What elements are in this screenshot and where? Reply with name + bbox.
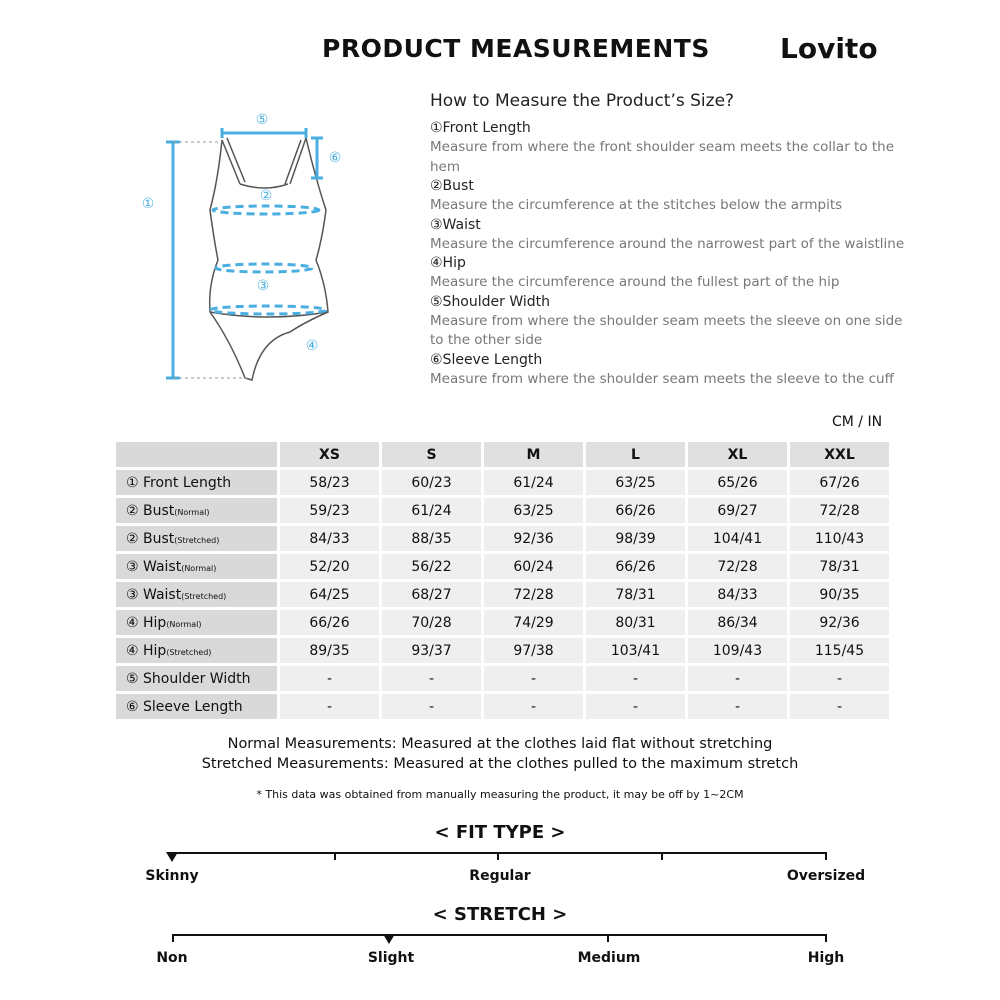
row-label: [116, 610, 277, 635]
size-table: [113, 439, 892, 722]
marker-shoulder: ⑤: [255, 112, 269, 128]
table-row: [116, 582, 889, 607]
table-cell: 64/25: [280, 582, 379, 607]
table-cell: 56/22: [382, 554, 481, 579]
table-cell: 78/31: [790, 554, 889, 579]
size-header: XXL: [790, 442, 889, 467]
table-cell: 70/28: [382, 610, 481, 635]
row-label-text: ⑥ Sleeve Length: [126, 698, 243, 715]
size-header: S: [382, 442, 481, 467]
stretched-note: Stretched Measurements: Measured at the clothes pulled to the maximum stretch: [201, 756, 799, 772]
table-cell: 61/24: [382, 498, 481, 523]
stretch-label: Slight: [367, 950, 415, 966]
row-label: [116, 526, 277, 551]
table-cell: 84/33: [280, 526, 379, 551]
marker-bust: ②: [259, 188, 273, 204]
table-cell: -: [484, 666, 583, 691]
size-header: M: [484, 442, 583, 467]
table-cell: 72/28: [790, 498, 889, 523]
table-cell: 98/39: [586, 526, 685, 551]
guide-desc: Measure the circumference around the fullest part of the hip: [430, 274, 840, 290]
table-cell: 72/28: [484, 582, 583, 607]
fit-type-scale: [172, 852, 827, 854]
table-cell: -: [790, 694, 889, 719]
guide-title: ②Bust: [430, 178, 474, 194]
row-label-text: ④ Hip: [126, 614, 167, 631]
table-cell: 61/24: [484, 470, 583, 495]
fit-type-marker: [166, 852, 178, 862]
table-row: [116, 638, 889, 663]
marker-sleeve: ⑥: [328, 150, 342, 166]
row-label: [116, 470, 277, 495]
measure-heading: How to Measure the Product’s Size?: [430, 91, 735, 111]
row-label-qualifier: (Stretched): [174, 535, 220, 545]
normal-note: Normal Measurements: Measured at the clothes laid flat without stretching: [227, 736, 773, 752]
table-cell: -: [382, 694, 481, 719]
guide-title: ③Waist: [430, 216, 481, 233]
row-label-text: ① Front Length: [126, 474, 232, 491]
fit-type-tick: [661, 852, 663, 860]
row-label-text: ⑤ Shoulder Width: [126, 670, 251, 687]
table-cell: -: [688, 666, 787, 691]
table-cell: 84/33: [688, 582, 787, 607]
fit-type-label: Skinny: [145, 868, 199, 884]
row-label-qualifier: (Normal): [166, 619, 202, 629]
size-header: XS: [280, 442, 379, 467]
row-label-text: ④ Hip: [126, 642, 167, 659]
row-label: [116, 498, 277, 523]
size-header: L: [586, 442, 685, 467]
size-header: XL: [688, 442, 787, 467]
disclaimer: * This data was obtained from manually measuring the product, it may be off by 1~2CM: [256, 788, 744, 801]
table-cell: 93/37: [382, 638, 481, 663]
table-cell: 90/35: [790, 582, 889, 607]
table-cell: 60/23: [382, 470, 481, 495]
table-cell: 104/41: [688, 526, 787, 551]
row-label-qualifier: (Stretched): [181, 591, 227, 601]
table-cell: -: [586, 666, 685, 691]
table-row: [116, 470, 889, 495]
table-row: [116, 610, 889, 635]
table-row: [116, 694, 889, 719]
table-row: [116, 526, 889, 551]
table-row: [116, 666, 889, 691]
row-label-text: ② Bust: [126, 502, 175, 519]
table-cell: -: [280, 666, 379, 691]
stretch-label: Non: [156, 950, 188, 966]
guide-desc: Measure from where the shoulder seam meets the sleeve to the cuff: [430, 370, 894, 387]
row-label-qualifier: (Normal): [174, 507, 210, 517]
guide-desc: Measure from where the shoulder seam meets the sleeve on one side to the other side: [430, 312, 903, 348]
fit-type-tick: [334, 852, 336, 860]
table-cell: 88/35: [382, 526, 481, 551]
table-cell: 86/34: [688, 610, 787, 635]
row-label: [116, 554, 277, 579]
table-cell: 78/31: [586, 582, 685, 607]
stretch-label: Medium: [577, 950, 641, 966]
table-cell: 63/25: [586, 470, 685, 495]
table-cell: -: [790, 666, 889, 691]
swimsuit-diagram: [130, 100, 360, 390]
guide-title: ①Front Length: [430, 120, 531, 136]
guide-desc: Measure the circumference at the stitches below the armpits: [430, 197, 843, 213]
table-cell: 66/26: [586, 554, 685, 579]
marker-length: ①: [141, 196, 155, 212]
table-cell: -: [280, 694, 379, 719]
table-cell: 65/26: [688, 470, 787, 495]
table-cell: 80/31: [586, 610, 685, 635]
row-label-text: ② Bust: [126, 530, 175, 547]
table-row: [116, 498, 889, 523]
row-label-text: ③ Waist: [126, 586, 182, 603]
table-cell: -: [382, 666, 481, 691]
measure-guide: [430, 119, 910, 389]
fit-type-label: Oversized: [786, 868, 866, 884]
table-cell: 97/38: [484, 638, 583, 663]
table-cell: 69/27: [688, 498, 787, 523]
table-corner: [116, 442, 277, 467]
table-cell: 72/28: [688, 554, 787, 579]
stretch-tick: [825, 934, 827, 942]
table-cell: 66/26: [280, 610, 379, 635]
table-cell: 92/36: [484, 526, 583, 551]
stretch-scale: [172, 934, 827, 936]
marker-waist: ③: [256, 278, 270, 294]
stretch-tick: [172, 934, 174, 942]
fit-type-title: < FIT TYPE >: [434, 822, 566, 843]
guide-title: ⑤Shoulder Width: [430, 293, 551, 310]
table-cell: 115/45: [790, 638, 889, 663]
guide-desc: Measure from where the front shoulder seam meets the collar to the hem: [430, 139, 895, 175]
table-row: [116, 554, 889, 579]
table-cell: 109/43: [688, 638, 787, 663]
table-cell: -: [688, 694, 787, 719]
row-label-qualifier: (Normal): [181, 563, 217, 573]
table-cell: 60/24: [484, 554, 583, 579]
table-cell: 67/26: [790, 470, 889, 495]
page-title: PRODUCT MEASUREMENTS: [322, 34, 710, 63]
row-label: [116, 694, 277, 719]
marker-hip: ④: [305, 338, 319, 354]
table-cell: 103/41: [586, 638, 685, 663]
guide-title: ④Hip: [430, 255, 466, 271]
table-cell: 89/35: [280, 638, 379, 663]
fit-type-tick: [497, 852, 499, 860]
table-cell: 110/43: [790, 526, 889, 551]
stretch-marker: [383, 934, 395, 944]
table-cell: 58/23: [280, 470, 379, 495]
row-label: [116, 582, 277, 607]
fit-type-label: Regular: [469, 868, 531, 884]
table-cell: 66/26: [586, 498, 685, 523]
row-label: [116, 666, 277, 691]
table-cell: 74/29: [484, 610, 583, 635]
stretch-title: < STRETCH >: [432, 904, 568, 925]
row-label-qualifier: (Stretched): [166, 647, 212, 657]
stretch-label: High: [807, 950, 845, 966]
table-cell: 59/23: [280, 498, 379, 523]
size-header-row: [116, 442, 889, 467]
table-cell: 68/27: [382, 582, 481, 607]
row-label: [116, 638, 277, 663]
table-cell: 92/36: [790, 610, 889, 635]
table-cell: -: [586, 694, 685, 719]
guide-title: ⑥Sleeve Length: [430, 351, 543, 368]
stretch-tick: [607, 934, 609, 942]
table-cell: 63/25: [484, 498, 583, 523]
unit-label: CM / IN: [832, 414, 883, 430]
table-cell: -: [484, 694, 583, 719]
row-label-text: ③ Waist: [126, 558, 182, 575]
table-cell: 52/20: [280, 554, 379, 579]
fit-type-tick: [825, 852, 827, 860]
guide-desc: Measure the circumference around the narrowest part of the waistline: [430, 235, 905, 252]
brand-logo: Lovito: [780, 32, 878, 65]
